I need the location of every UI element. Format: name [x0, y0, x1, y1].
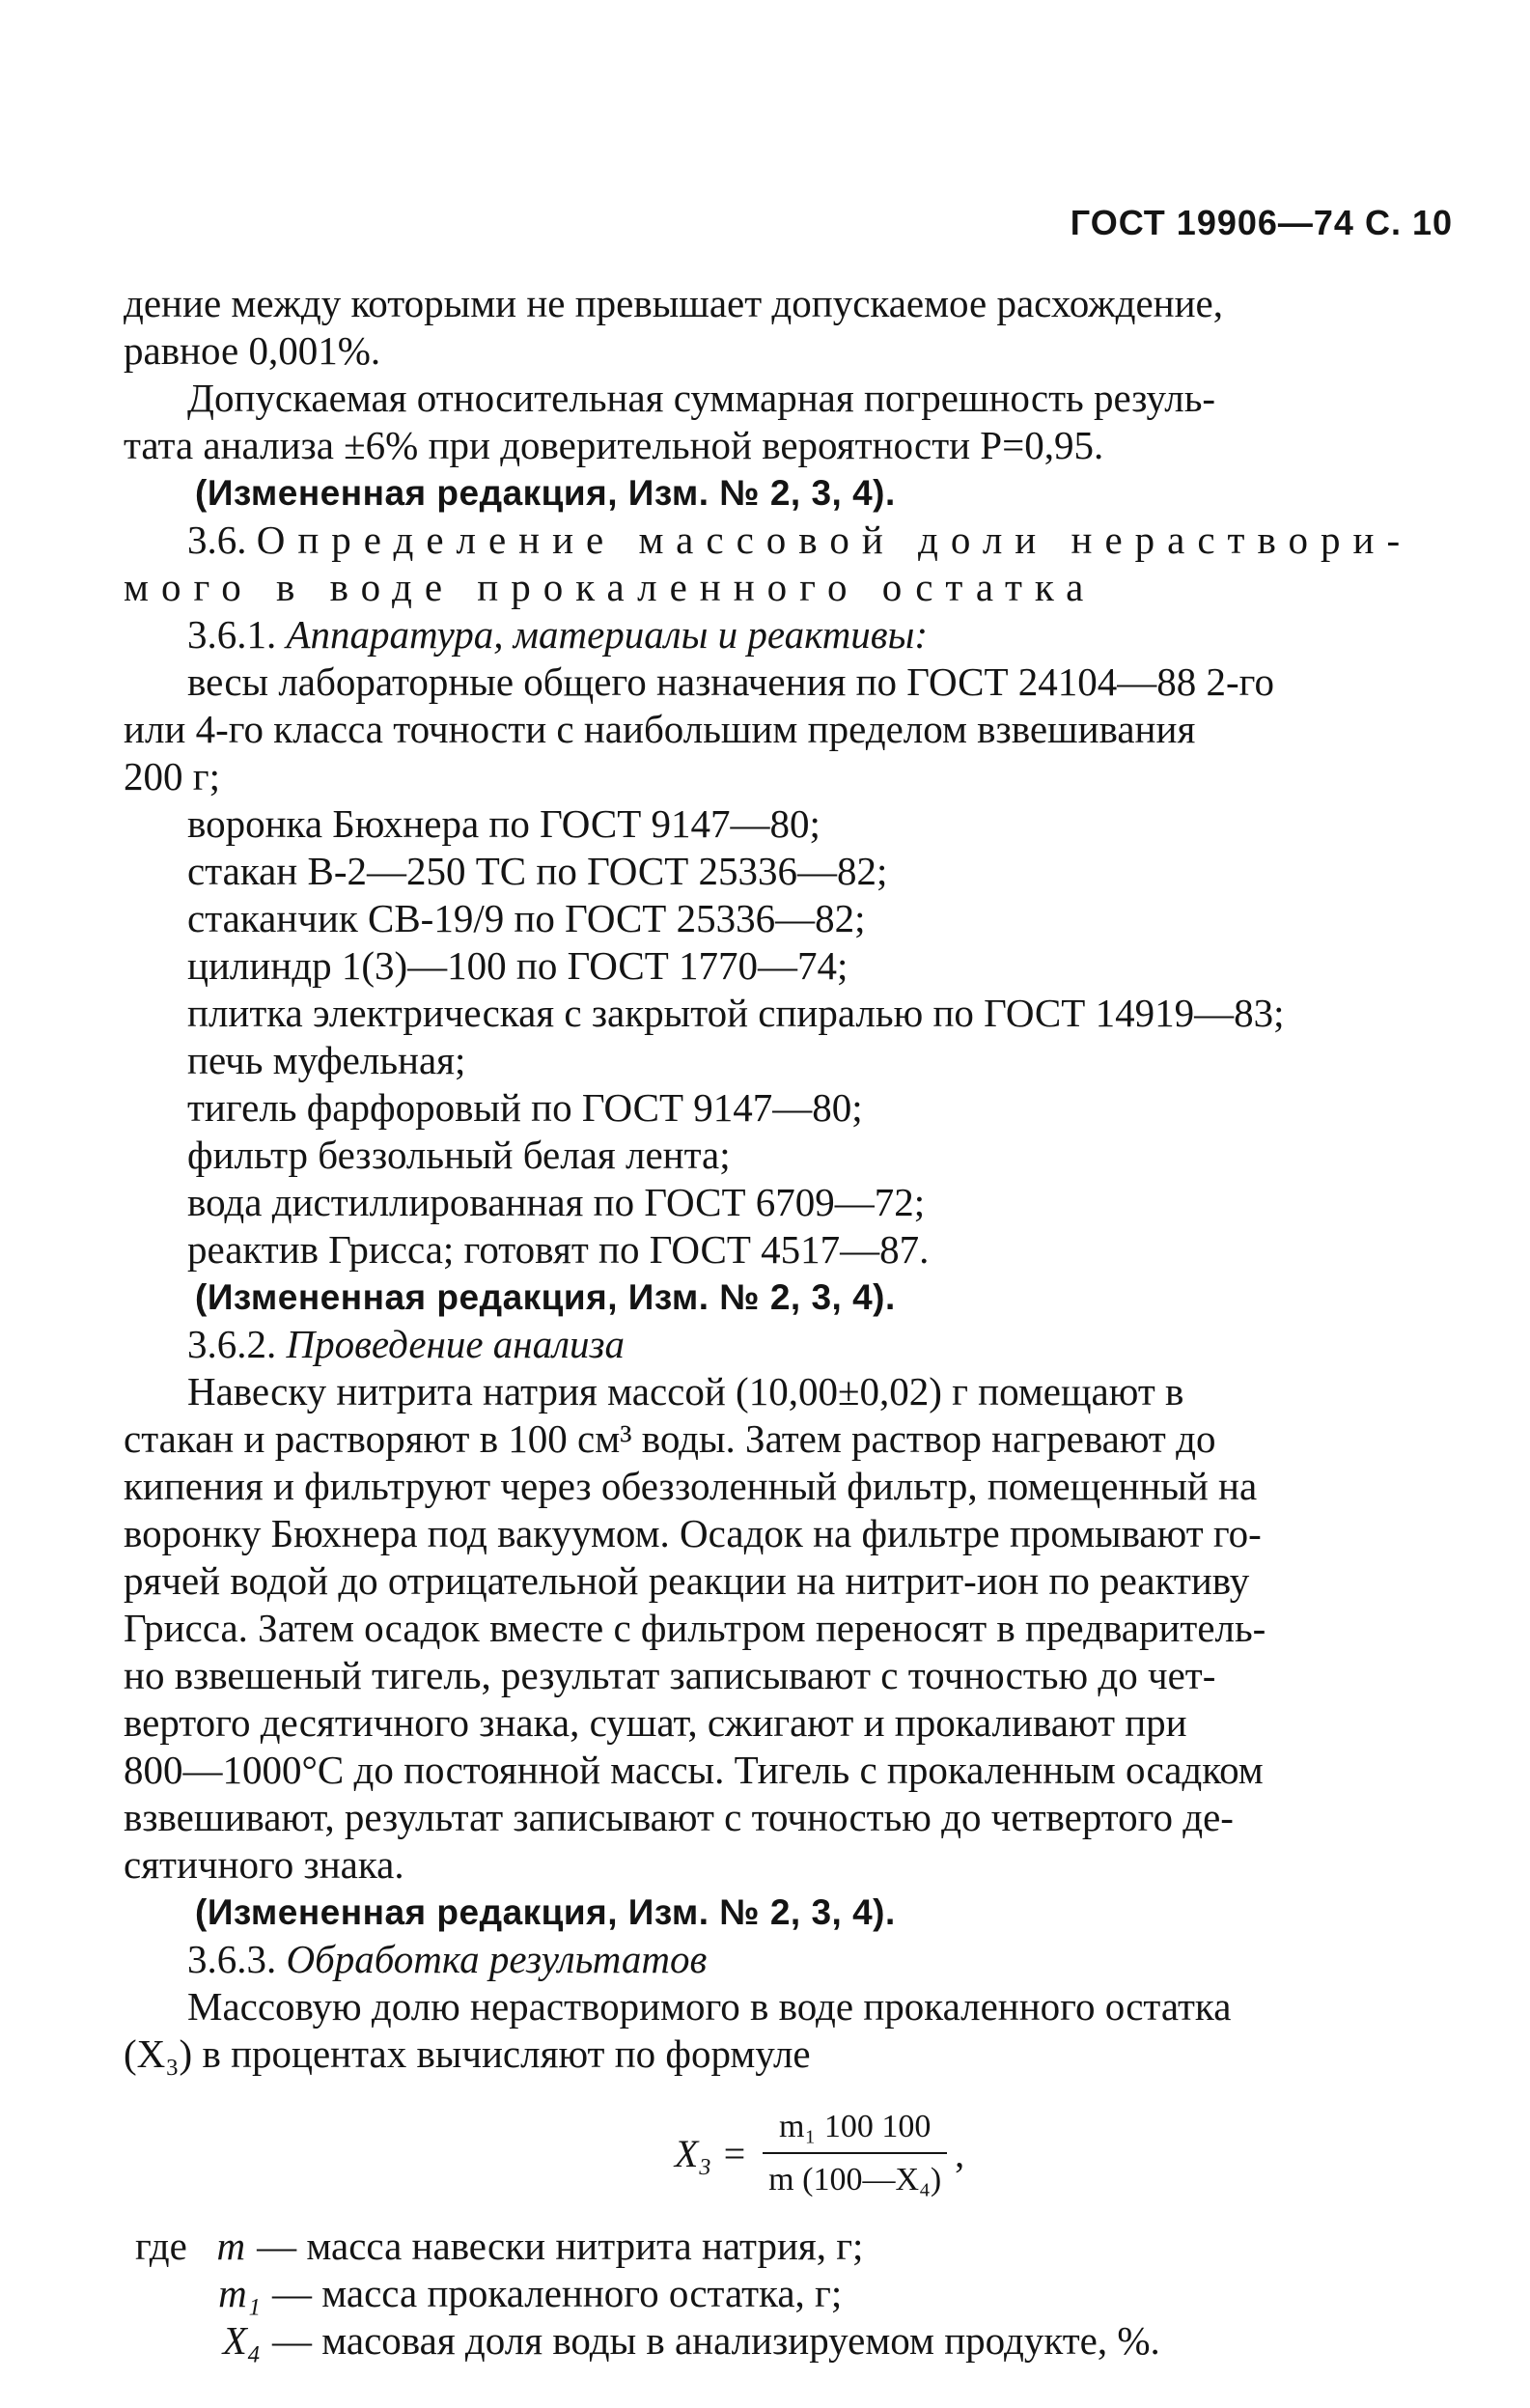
legend-row [135, 2317, 1458, 2365]
paragraph-line: 800—1000°С до постоянной массы. Тигель с прокаленным осадком [124, 1748, 1264, 1792]
formula-numerator: m₁ 100 100 [779, 2109, 932, 2144]
paragraph-line: Грисса. Затем осадок вместе с фильтром переносят в предваритель- [124, 1606, 1266, 1650]
legend-lead: где [135, 2224, 187, 2268]
paragraph-line: дение между которыми не превышает допускаемое расхождение, [124, 281, 1223, 325]
legend-symbol: m [216, 2224, 246, 2268]
section-title-cont: мого в воде прокаленного остатка [124, 565, 1097, 609]
paragraph-line: 200 г; [124, 754, 220, 798]
equipment-item: фильтр беззольный белая лента; [187, 1133, 731, 1177]
paragraph-line: Массовую долю нерастворимого в воде прокаленного остатка [187, 1984, 1232, 2029]
paragraph-line: тата анализа ±6% при доверительной вероятности P=0,95. [124, 423, 1104, 467]
equipment-item: плитка электрическая с закрытой спиралью по ГОСТ 14919—83; [187, 991, 1285, 1035]
subsection-title: Аппаратура, материалы и реактивы: [286, 612, 929, 657]
equipment-item: цилиндр 1(3)—100 по ГОСТ 1770—74; [187, 943, 848, 988]
paragraph-line: кипения и фильтруют через обеззоленный фильтр, помещенный на [124, 1464, 1258, 1508]
paragraph-line: стакан и растворяют в 100 см³ воды. Затем раствор нагревают до [124, 1416, 1216, 1461]
paragraph-line: весы лабораторные общего назначения по ГОСТ 24104—88 2-го [187, 659, 1274, 704]
equipment-item: реактив Грисса; готовят по ГОСТ 4517—87. [187, 1227, 930, 1272]
formula-lhs: X₃ = [674, 2131, 748, 2175]
subsection-heading-3-6-1 [124, 611, 1458, 658]
document-body [124, 280, 1458, 2365]
paragraph-line: или 4-го класса точности с наибольшим пределом взвешивания [124, 707, 1196, 751]
equipment-item: вода дистиллированная по ГОСТ 6709—72; [187, 1180, 926, 1224]
section-heading-3-6 [124, 517, 1458, 564]
section-number: 3.6.1. [187, 612, 277, 657]
section-number: 3.6.3. [187, 1937, 277, 1981]
subsection-title: Обработка результатов [286, 1937, 708, 1981]
legend-text: — масса прокаленного остатка, г; [272, 2271, 843, 2315]
paragraph-line: (X₃) в процентах вычисляют по формуле [124, 2031, 811, 2076]
equipment-item: стаканчик СВ-19/9 по ГОСТ 25336—82; [187, 896, 866, 940]
formula [181, 2103, 1458, 2203]
subsection-heading-3-6-3 [124, 1936, 1458, 1983]
subsection-heading-3-6-2 [124, 1321, 1458, 1368]
paragraph-line: вертого десятичного знака, сушат, сжигают и прокаливают при [124, 1700, 1187, 1745]
section-number: 3.6.2. [187, 1322, 277, 1366]
paragraph-line: взвешивают, результат записывают с точностью до четвертого де- [124, 1795, 1234, 1839]
paragraph-line: воронку Бюхнера под вакуумом. Осадок на фильтре промывают го- [124, 1511, 1262, 1555]
paragraph-line: равное 0,001%. [124, 328, 381, 373]
formula-trail: , [955, 2131, 965, 2175]
paragraph-line: Навеску нитрита натрия массой (10,00±0,02) г помещают в [187, 1369, 1184, 1414]
paragraph-line: но взвешеный тигель, результат записывают с точностью до чет- [124, 1653, 1216, 1697]
legend-symbol: m₁ [218, 2271, 261, 2315]
formula-legend [135, 2223, 1458, 2365]
section-title: Определение массовой доли нераствори- [256, 518, 1413, 562]
equipment-item: печь муфельная; [187, 1038, 466, 1082]
change-note: (Измененная редакция, Изм. № 2, 3, 4). [195, 1892, 896, 1932]
legend-text: — масовая доля воды в анализируемом продукте, %. [272, 2318, 1160, 2363]
change-note: (Измененная редакция, Изм. № 2, 3, 4). [195, 1277, 896, 1317]
page-header: ГОСТ 19906—74 С. 10 [1070, 203, 1453, 242]
change-note: (Измененная редакция, Изм. № 2, 3, 4). [195, 473, 896, 513]
paragraph-line: рячей водой до отрицательной реакции на нитрит-ион по реактиву [124, 1558, 1250, 1603]
subsection-title: Проведение анализа [286, 1322, 626, 1366]
legend-row [135, 2270, 1458, 2317]
paragraph-line: сятичного знака. [124, 1842, 404, 1887]
legend-row [135, 2223, 1458, 2270]
equipment-item: тигель фарфоровый по ГОСТ 9147—80; [187, 1085, 863, 1130]
legend-symbol: X₄ [222, 2318, 261, 2363]
formula-fraction [763, 2103, 947, 2203]
legend-text: — масса навески нитрита натрия, г; [257, 2224, 864, 2268]
section-number: 3.6. [187, 518, 247, 562]
equipment-item: стакан В-2—250 ТС по ГОСТ 25336—82; [187, 849, 888, 893]
equipment-item: воронка Бюхнера по ГОСТ 9147—80; [187, 801, 821, 846]
paragraph-line: Допускаемая относительная суммарная погрешность резуль- [187, 376, 1216, 420]
formula-denominator: m (100—X₄) [763, 2152, 947, 2203]
